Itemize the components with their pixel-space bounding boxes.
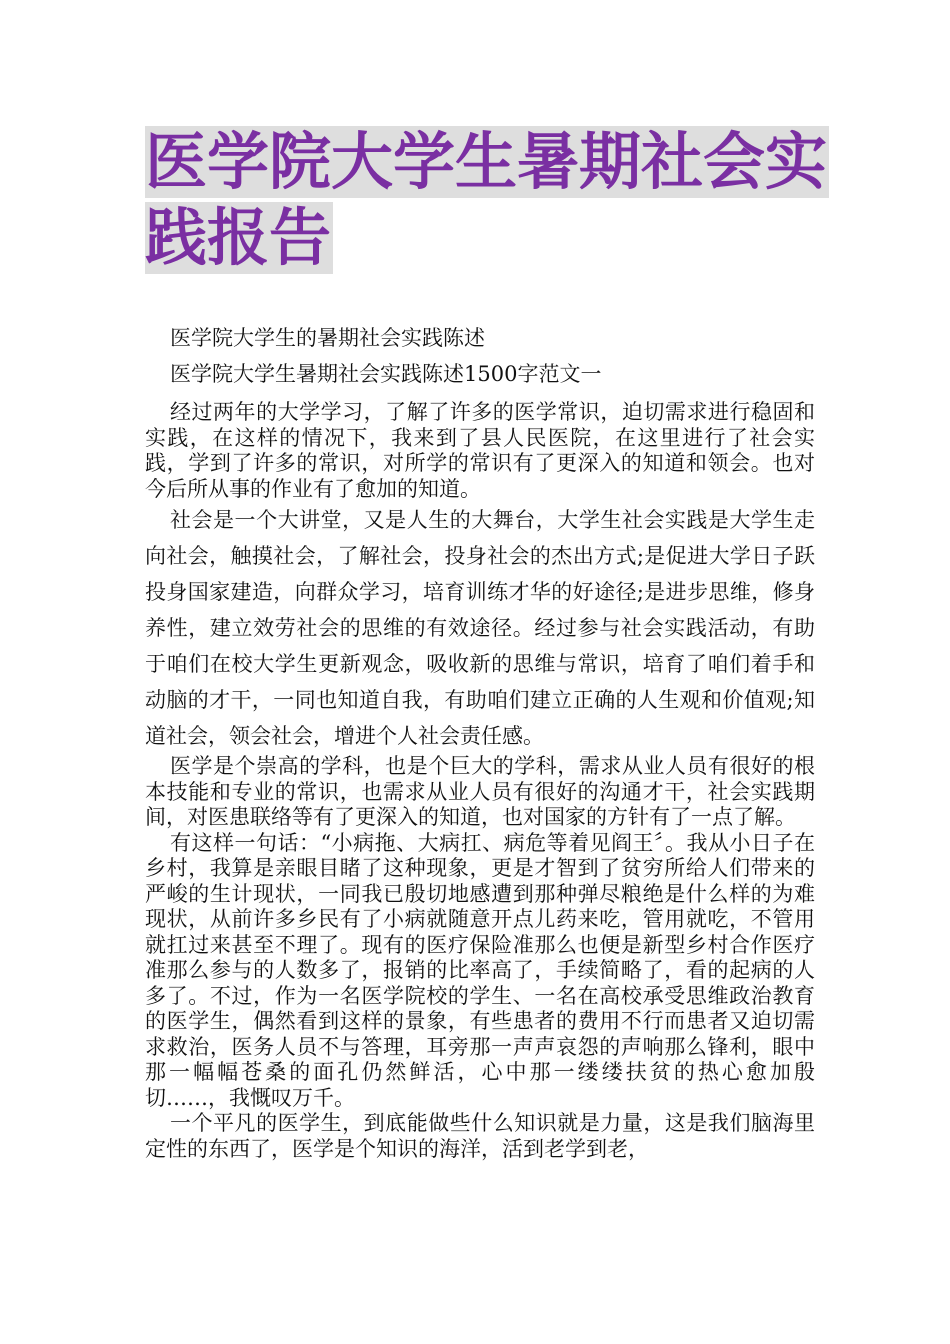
subtitle-2: 医学院大学生暑期社会实践陈述1500字范文一 <box>170 362 602 386</box>
document-title <box>145 125 828 278</box>
paragraph-2: 社会是一个大讲堂，又是人生的大舞台，大学生社会实践是大学生走向社会，触摸社会，了解社会，投身社会的杰出方式;是促进大学日子跃投身国家建造，向群众学习，培育训练才华的好途径;是进步思维，修身养性，建立效劳社会的思维的有效途径。经过参与社会实践活动，有助于咱们在校大学生更新观念，吸收新的思维与常识，培育了咱们着手和动脑的才干，一同也知道自我，有助咱们建立正确的人生观和价值观;知道社会，领会社会，增进个人社会责任感。 <box>145 508 815 748</box>
paragraph-5: 一个平凡的医学生，到底能做些什么知识就是力量，这是我们脑海里定性的东西了，医学是个知识的海洋，活到老学到老， <box>145 1111 815 1161</box>
title-line-2: 践报告 <box>145 201 332 274</box>
paragraph-1: 经过两年的大学学习，了解了许多的医学常识，迫切需求进行稳固和实践，在这样的情况下，我来到了县人民医院，在这里进行了社会实践，学到了许多的常识，对所学的常识有了更深入的知道和领会。也对今后所从事的作业有了愈加的知道。 <box>145 400 815 501</box>
paragraph-4: 有这样一句话：“小病拖、大病扛、病危等着见阎王〞。我从小日子在乡村，我算是亲眼目睹了这种现象，更是才智到了贫穷所给人们带来的严峻的生计现状，一同我已殷切地感遭到那种弹尽粮绝是什么样的为难现状，从前许多乡民有了小病就随意开点儿药来吃，管用就吃，不管用就扛过来甚至不理了。现有的医疗保险准那么也便是新型乡村合作医疗准那么参与的人数多了，报销的比率高了，手续简略了，看的起病的人多了。不过，作为一名医学院校的学生、一名在高校承受思维政治教育的医学生，偶然看到这样的景象，有些患者的费用不行而患者又迫切需求救治，医务人员不与答理，耳旁那一声声哀怨的声响那么锋利，眼中那一幅幅苍桑的面孔仍然鲜活，心中那一缕缕扶贫的热心愈加殷切……，我慨叹万千。 <box>145 830 815 1110</box>
title-line-1: 医学院大学生暑期社会实 <box>145 125 828 198</box>
document-body <box>145 320 815 1162</box>
subtitle-1: 医学院大学生的暑期社会实践陈述 <box>170 326 485 350</box>
paragraph-3: 医学是个崇高的学科，也是个巨大的学科，需求从业人员有很好的根本技能和专业的常识，也需求从业人员有很好的沟通才干，社会实践期间，对医患联络等有了更深入的知道，也对国家的方针有了一点了解。 <box>145 754 815 829</box>
